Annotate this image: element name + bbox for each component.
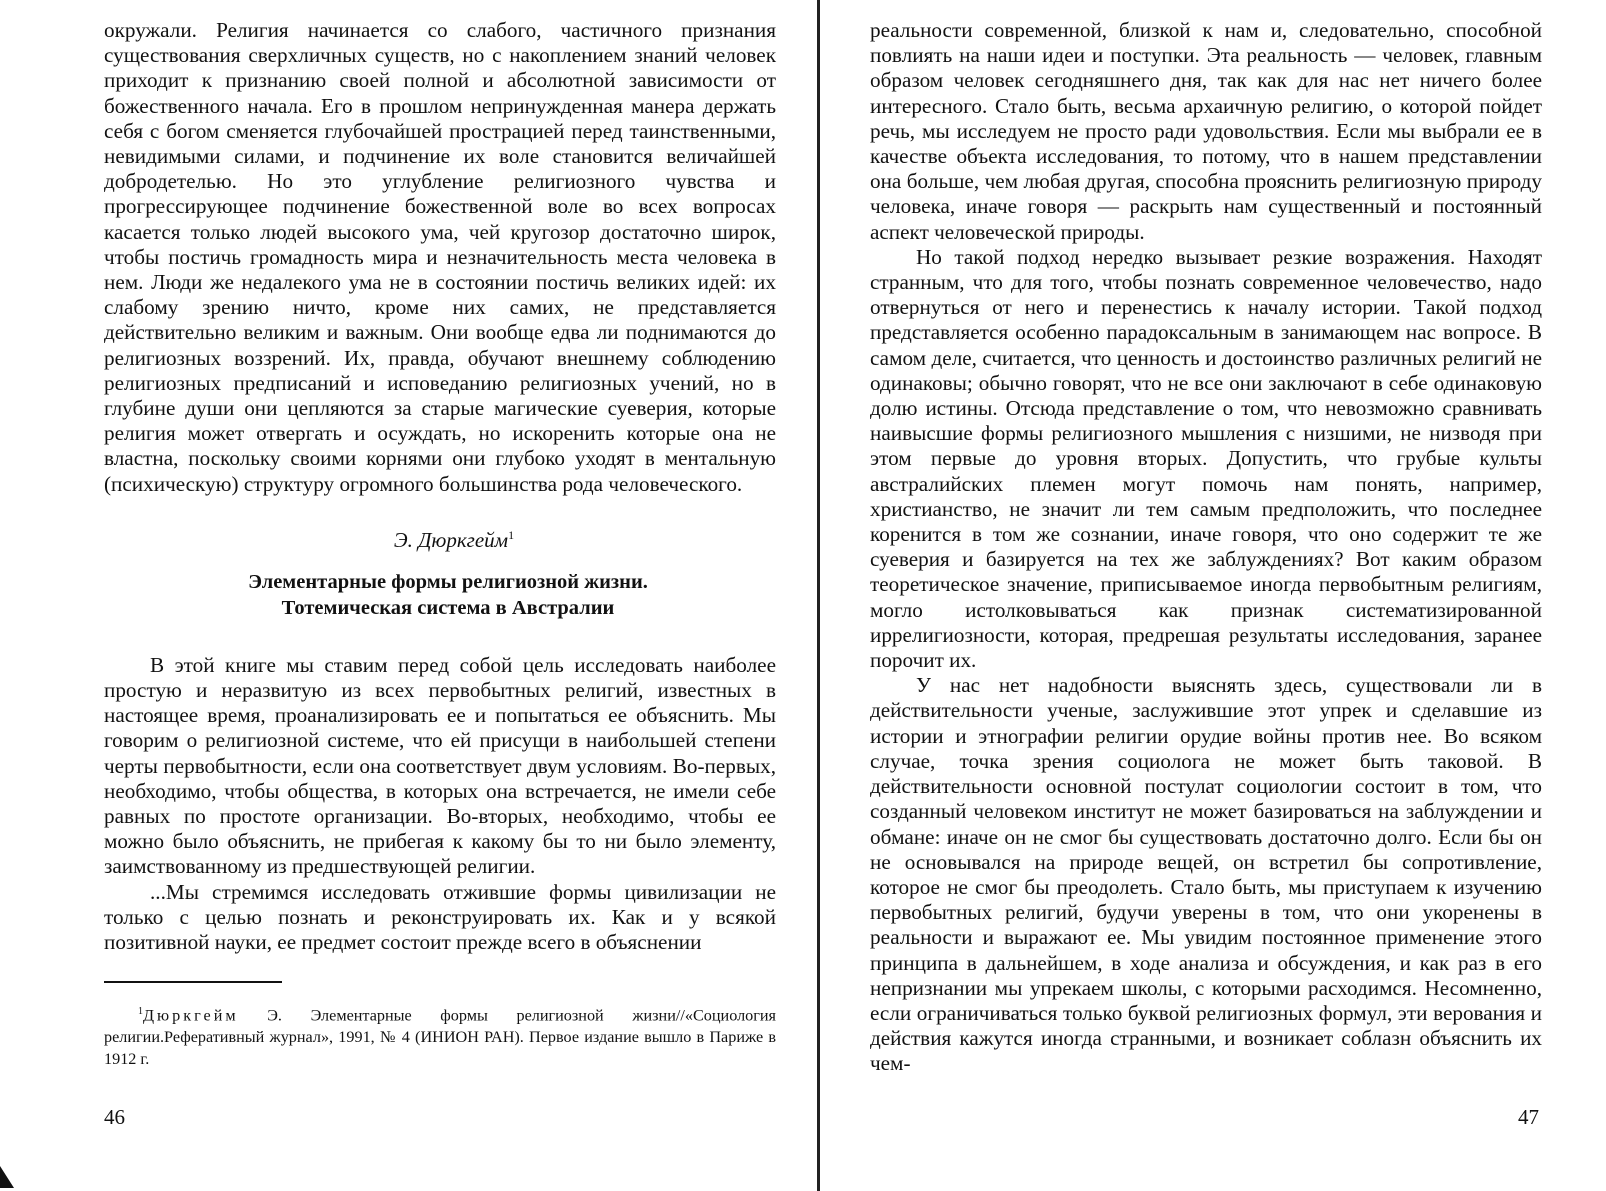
left-paragraph-1: окружали. Религия начинается со слабого, частичного признания существования сверхличных существ, но с накоплением знаний человек приходит к признанию своей полной и абсолютной зависимости от божественного начала. Его в прошлом непринужденная манера держать себя с богом сменяется глубочайшей прострацией перед таинственными, невидимыми силами, и подчинение их воле становится величайшей добродетелью. Но это углубление религиозного чувства и прогрессирующее подчинение божественной воле во всех вопросах касается только людей высокого ума, чей кругозор достаточно широк, чтобы постичь громадность мира и незначительность места человека в нем. Люди же недалекого ума не в состоянии постичь великих идей: их слабому зрению ничто, кроме них самих, не представляется действительно великим и важным. Они вообще едва ли поднимаются до религиозных воззрений. Их, правда, обучают внешнему соблюдению религиозных предписаний и исповеданию религиозных учений, но в глубине души они цепляются за старые магические суеверия, которые религия может отвергать и осуждать, но искоренить которые она не властна, поскольку своими корнями они глубоко уходят в ментальную (психическую) структуру огромного большинства рода человеческого. <box>104 18 776 496</box>
section-author <box>104 528 776 553</box>
section-title-line-2: Тотемическая система в Австралии <box>281 596 615 619</box>
footnote <box>104 1001 776 1070</box>
author-footnote-mark: 1 <box>508 527 515 542</box>
footnote-text: Э. Элементарные формы религиозной жизни//«Социология религии.Реферативный журнал», 1991, № 4 (ИНИОН РАН). Первое издание вышло в Париже в 1912 г. <box>104 1006 776 1068</box>
right-page <box>870 18 1542 1077</box>
page-gutter-divider <box>817 0 820 1191</box>
footnote-mark: 1 <box>138 1006 143 1018</box>
left-paragraph-2: В этой книге мы ставим перед собой цель исследовать наиболее простую и неразвитую из всех первобытных религий, известных в настоящее время, проанализировать ее и попытаться ее объяснить. Мы говорим о религиозной системе, что ей присущи в наибольшей степени черты первобытности, если она соответствует двум условиям. Во-первых, необходимо, чтобы общества, в которых она встречается, не имели себе равных по простоте организации. Во-вторых, необходимо, чтобы ее можно было объяснить, не прибегая к какому бы то ни было элементу, заимствованному из предшествующей религии. <box>104 652 776 879</box>
page-number-left: 46 <box>104 1105 125 1129</box>
footnote-author: Дюркгейм <box>143 1006 239 1025</box>
right-paragraph-2: Но такой подход нередко вызывает резкие возражения. Находят странным, что для того, чтобы познать современное человечество, надо отвернуться от него и перенестись к началу истории. Такой подход представляется особенно парадоксальным в занимающем нас вопросе. В самом деле, считается, что ценность и достоинство различных религий не одинаковы; обычно говорят, что не все они заключают в себе одинаковую долю истины. Отсюда представление о том, что невозможно сравнивать наивысшие формы религиозного мышления с низшими, не низводя при этом первые до уровня вторых. Допустить, что грубые культы австралийских племен могут помочь нам понять, например, христианство, не значит ли тем самым предположить, что последнее коренится в том же сознании, иначе говоря, что оно содержит те же суеверия и базируется на тех же заблуждениях? Вот каким образом теоретическое значение, приписываемое иногда первобытным религиям, могло истолковываться как признак систематизированной иррелигиозности, которая, предрешая результаты исследования, заранее порочит их. <box>870 244 1542 673</box>
scan-edge-mark <box>0 1166 14 1188</box>
section-title <box>104 569 776 621</box>
page-number-right: 47 <box>1518 1105 1539 1129</box>
left-paragraph-3: ...Мы стремимся исследовать отжившие формы цивилизации не только с целью познать и реконструировать их. Как и у всякой позитивной науки, ее предмет состоит прежде всего в объяснении <box>104 879 776 955</box>
section-title-line-1: Элементарные формы религиозной жизни. <box>248 570 648 593</box>
author-name: Э. Дюркгейм <box>393 527 509 552</box>
right-paragraph-1: реальности современной, близкой к нам и, следовательно, способной повлиять на наши идеи и поступки. Эта реальность — человек, главным образом человек сегодняшнего дня, так как для нас нет ничего более интересного. Стало быть, весьма архаичную религию, о которой пойдет речь, мы исследуем не просто ради удовольствия. Если мы выбрали ее в качестве объекта исследования, то потому, что в нашем представлении она больше, чем любая другая, способна прояснить религиозную природу человека, иначе говоря — раскрыть нам существенный и постоянный аспект человеческой природы. <box>870 18 1542 244</box>
left-page <box>104 18 776 1070</box>
footnote-separator <box>104 981 282 983</box>
right-paragraph-3: У нас нет надобности выяснять здесь, существовали ли в действительности ученые, заслужившие этот упрек и сделавшие из истории и этнографии религии орудие войны против нее. Во всяком случае, точка зрения социолога не может быть таковой. В действительности основной постулат социологии состоит в том, что созданный человеком институт не может базироваться на заблуждении и обмане: иначе он не смог бы существовать достаточно долго. Если бы он не основывался на природе вещей, он встретил бы сопротивление, которое не смог бы преодолеть. Стало быть, мы приступаем к изучению первобытных религий, будучи уверены в том, что они укоренены в реальности и выражают ее. Мы увидим постоянное применение этого принципа в дальнейшем, в ходе анализа и обсуждения, и как раз в его непризнании мы упрекаем школы, с которыми расходимся. Несомненно, если ограничиваться только буквой религиозных формул, эти верования и действия кажутся иногда странными, и возникает соблазн объяснить их чем- <box>870 673 1542 1076</box>
